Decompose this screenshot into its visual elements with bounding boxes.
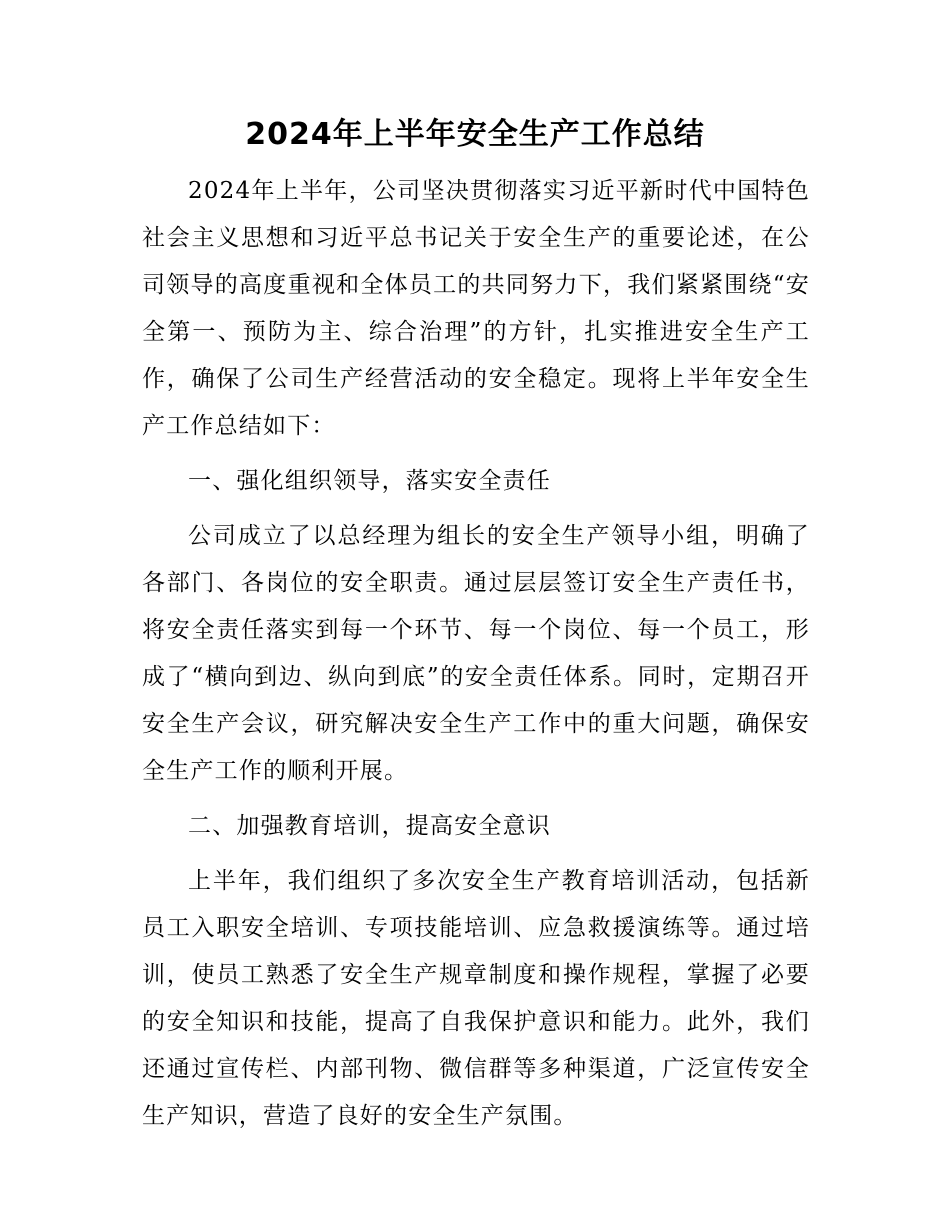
section-1-paragraph: 公司成立了以总经理为组长的安全生产领导小组，明确了各部门、各岗位的安全职责。通过层层签订安全生产责任书，将安全责任落实到每一个环节、每一个岗位、每一个员工，形成了“横向到边、纵向到底”的安全责任体系。同时，定期召开安全生产会议，研究解决安全生产工作中的重大问题，确保安全生产工作的顺利开展。	[142, 523, 810, 784]
document-title: 2024年上半年安全生产工作总结	[245, 117, 705, 152]
section-2-paragraph: 上半年，我们组织了多次安全生产教育培训活动，包括新员工入职安全培训、专项技能培训、应急救援演练等。通过培训，使员工熟悉了安全生产规章制度和操作规程，掌握了必要的安全知识和技能，提高了自我保护意识和能力。此外，我们还通过宣传栏、内部刊物、微信群等多种渠道，广泛宣传安全生产知识，营造了良好的安全生产氛围。	[142, 868, 810, 1129]
section-heading-2: 二、加强教育培训，提高安全意识	[188, 813, 551, 839]
document-body	[142, 168, 810, 1148]
section-heading-1: 一、强化组织领导，落实安全责任	[188, 468, 551, 494]
intro-paragraph: 2024年上半年，公司坚决贯彻落实习近平新时代中国特色社会主义思想和习近平总书记关于安全生产的重要论述，在公司领导的高度重视和全体员工的共同努力下，我们紧紧围绕“安全第一、预防为主、综合治理”的方针，扎实推进安全生产工作，确保了公司生产经营活动的安全稳定。现将上半年安全生产工作总结如下：	[142, 178, 810, 439]
